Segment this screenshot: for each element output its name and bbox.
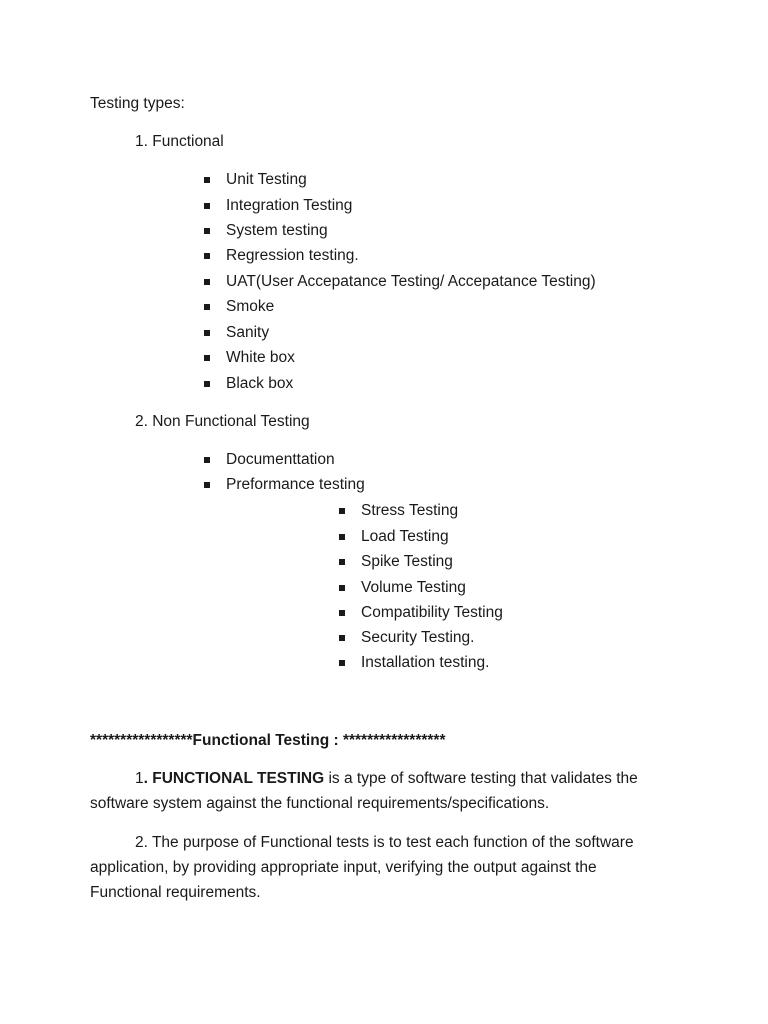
bullet-icon <box>204 279 210 285</box>
bullet-icon <box>339 534 345 540</box>
bullet-icon <box>204 203 210 209</box>
bullet-icon <box>204 177 210 183</box>
para1-term: . FUNCTIONAL TESTING <box>143 770 325 787</box>
bullet-icon <box>339 635 345 641</box>
banner-title: Functional Testing : <box>192 732 343 749</box>
bullet-icon <box>339 508 345 514</box>
paragraph-1-line-2: software system against the functional requirements/specifications. <box>90 795 550 812</box>
paragraph-2-line-3: Functional requirements. <box>90 884 261 901</box>
list-item: Documenttation <box>226 451 335 468</box>
para1-number: 1 <box>135 770 144 787</box>
list-item: Volume Testing <box>361 579 466 596</box>
list-item: Security Testing. <box>361 629 475 646</box>
bullet-icon <box>204 253 210 259</box>
list-item: Sanity <box>226 324 270 341</box>
paragraph-2-line-1: 2. The purpose of Functional tests is to test each function of the software <box>135 834 634 851</box>
bullet-icon <box>204 330 210 336</box>
bullet-icon <box>204 355 210 361</box>
list-item: Regression testing. <box>226 247 359 264</box>
list-item: White box <box>226 349 295 366</box>
heading-testing-types: Testing types: <box>90 95 185 112</box>
list-item: Compatibility Testing <box>361 604 503 621</box>
bullet-icon <box>204 457 210 463</box>
paragraph-2-line-2: application, by providing appropriate input, verifying the output against the <box>90 859 597 876</box>
list-item: System testing <box>226 222 328 239</box>
list-item: Stress Testing <box>361 502 459 519</box>
section-non-functional-title: 2. Non Functional Testing <box>135 413 310 430</box>
bullet-icon <box>339 660 345 666</box>
section-functional-title: 1. Functional <box>135 133 224 150</box>
bullet-icon <box>339 559 345 565</box>
paragraph-1-line-1 <box>135 769 638 789</box>
functional-testing-banner <box>90 731 446 751</box>
list-item: UAT(User Accepatance Testing/ Accepatance Testing) <box>226 273 596 290</box>
list-item: Spike Testing <box>361 553 453 570</box>
bullet-icon <box>339 585 345 591</box>
list-item: Black box <box>226 375 294 392</box>
bullet-icon <box>339 610 345 616</box>
list-item: Integration Testing <box>226 197 353 214</box>
bullet-icon <box>204 228 210 234</box>
para1-text: is a type of software testing that validates the <box>324 770 638 787</box>
list-item: Smoke <box>226 298 275 315</box>
bullet-icon <box>204 482 210 488</box>
list-item: Load Testing <box>361 528 449 545</box>
banner-stars-left: ***************** <box>90 732 193 749</box>
bullet-icon <box>204 381 210 387</box>
list-item: Preformance testing <box>226 476 365 493</box>
list-item: Unit Testing <box>226 171 307 188</box>
list-item: Installation testing. <box>361 654 490 671</box>
bullet-icon <box>204 304 210 310</box>
banner-stars-right: ***************** <box>342 732 446 749</box>
